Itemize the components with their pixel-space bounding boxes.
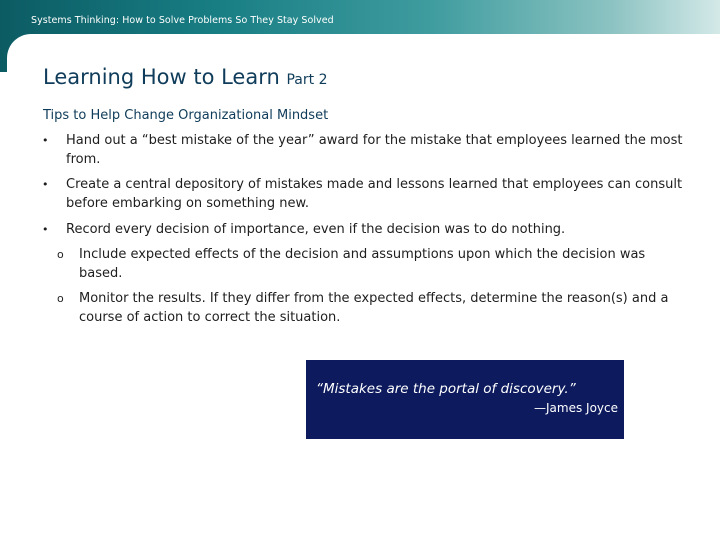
slide-title <box>43 65 327 89</box>
sub-bullet-item: Monitor the results. If they differ from the expected effects, determine the reason(s) and a course of action to correct the situation. <box>79 291 669 325</box>
bullet-item: Hand out a “best mistake of the year” award for the mistake that employees learned the most from. <box>66 133 683 167</box>
quote-box <box>306 360 624 439</box>
sub-bullet-item: Include expected effects of the decision and assumptions upon which the decision was based. <box>79 247 646 281</box>
bullet-marker: • <box>42 223 49 236</box>
bullet-marker: • <box>42 178 49 191</box>
quote-text: “Mistakes are the portal of discovery.” <box>316 381 576 397</box>
quote-author: —James Joyce <box>534 401 618 415</box>
bullet-marker: • <box>42 134 49 147</box>
slide-title-part: Part 2 <box>286 72 328 88</box>
slide-subheading: Tips to Help Change Organizational Mindset <box>43 108 329 123</box>
sub-bullet-marker: o <box>57 248 64 261</box>
course-title: Systems Thinking: How to Solve Problems So They Stay Solved <box>31 15 334 26</box>
slide-title-main: Learning How to Learn <box>43 65 280 89</box>
bullet-item: Create a central depository of mistakes made and lessons learned that employees can consult before embarking on something new. <box>66 177 683 211</box>
bullet-item: Record every decision of importance, even if the decision was to do nothing. <box>66 222 566 237</box>
sub-bullet-marker: o <box>57 292 64 305</box>
